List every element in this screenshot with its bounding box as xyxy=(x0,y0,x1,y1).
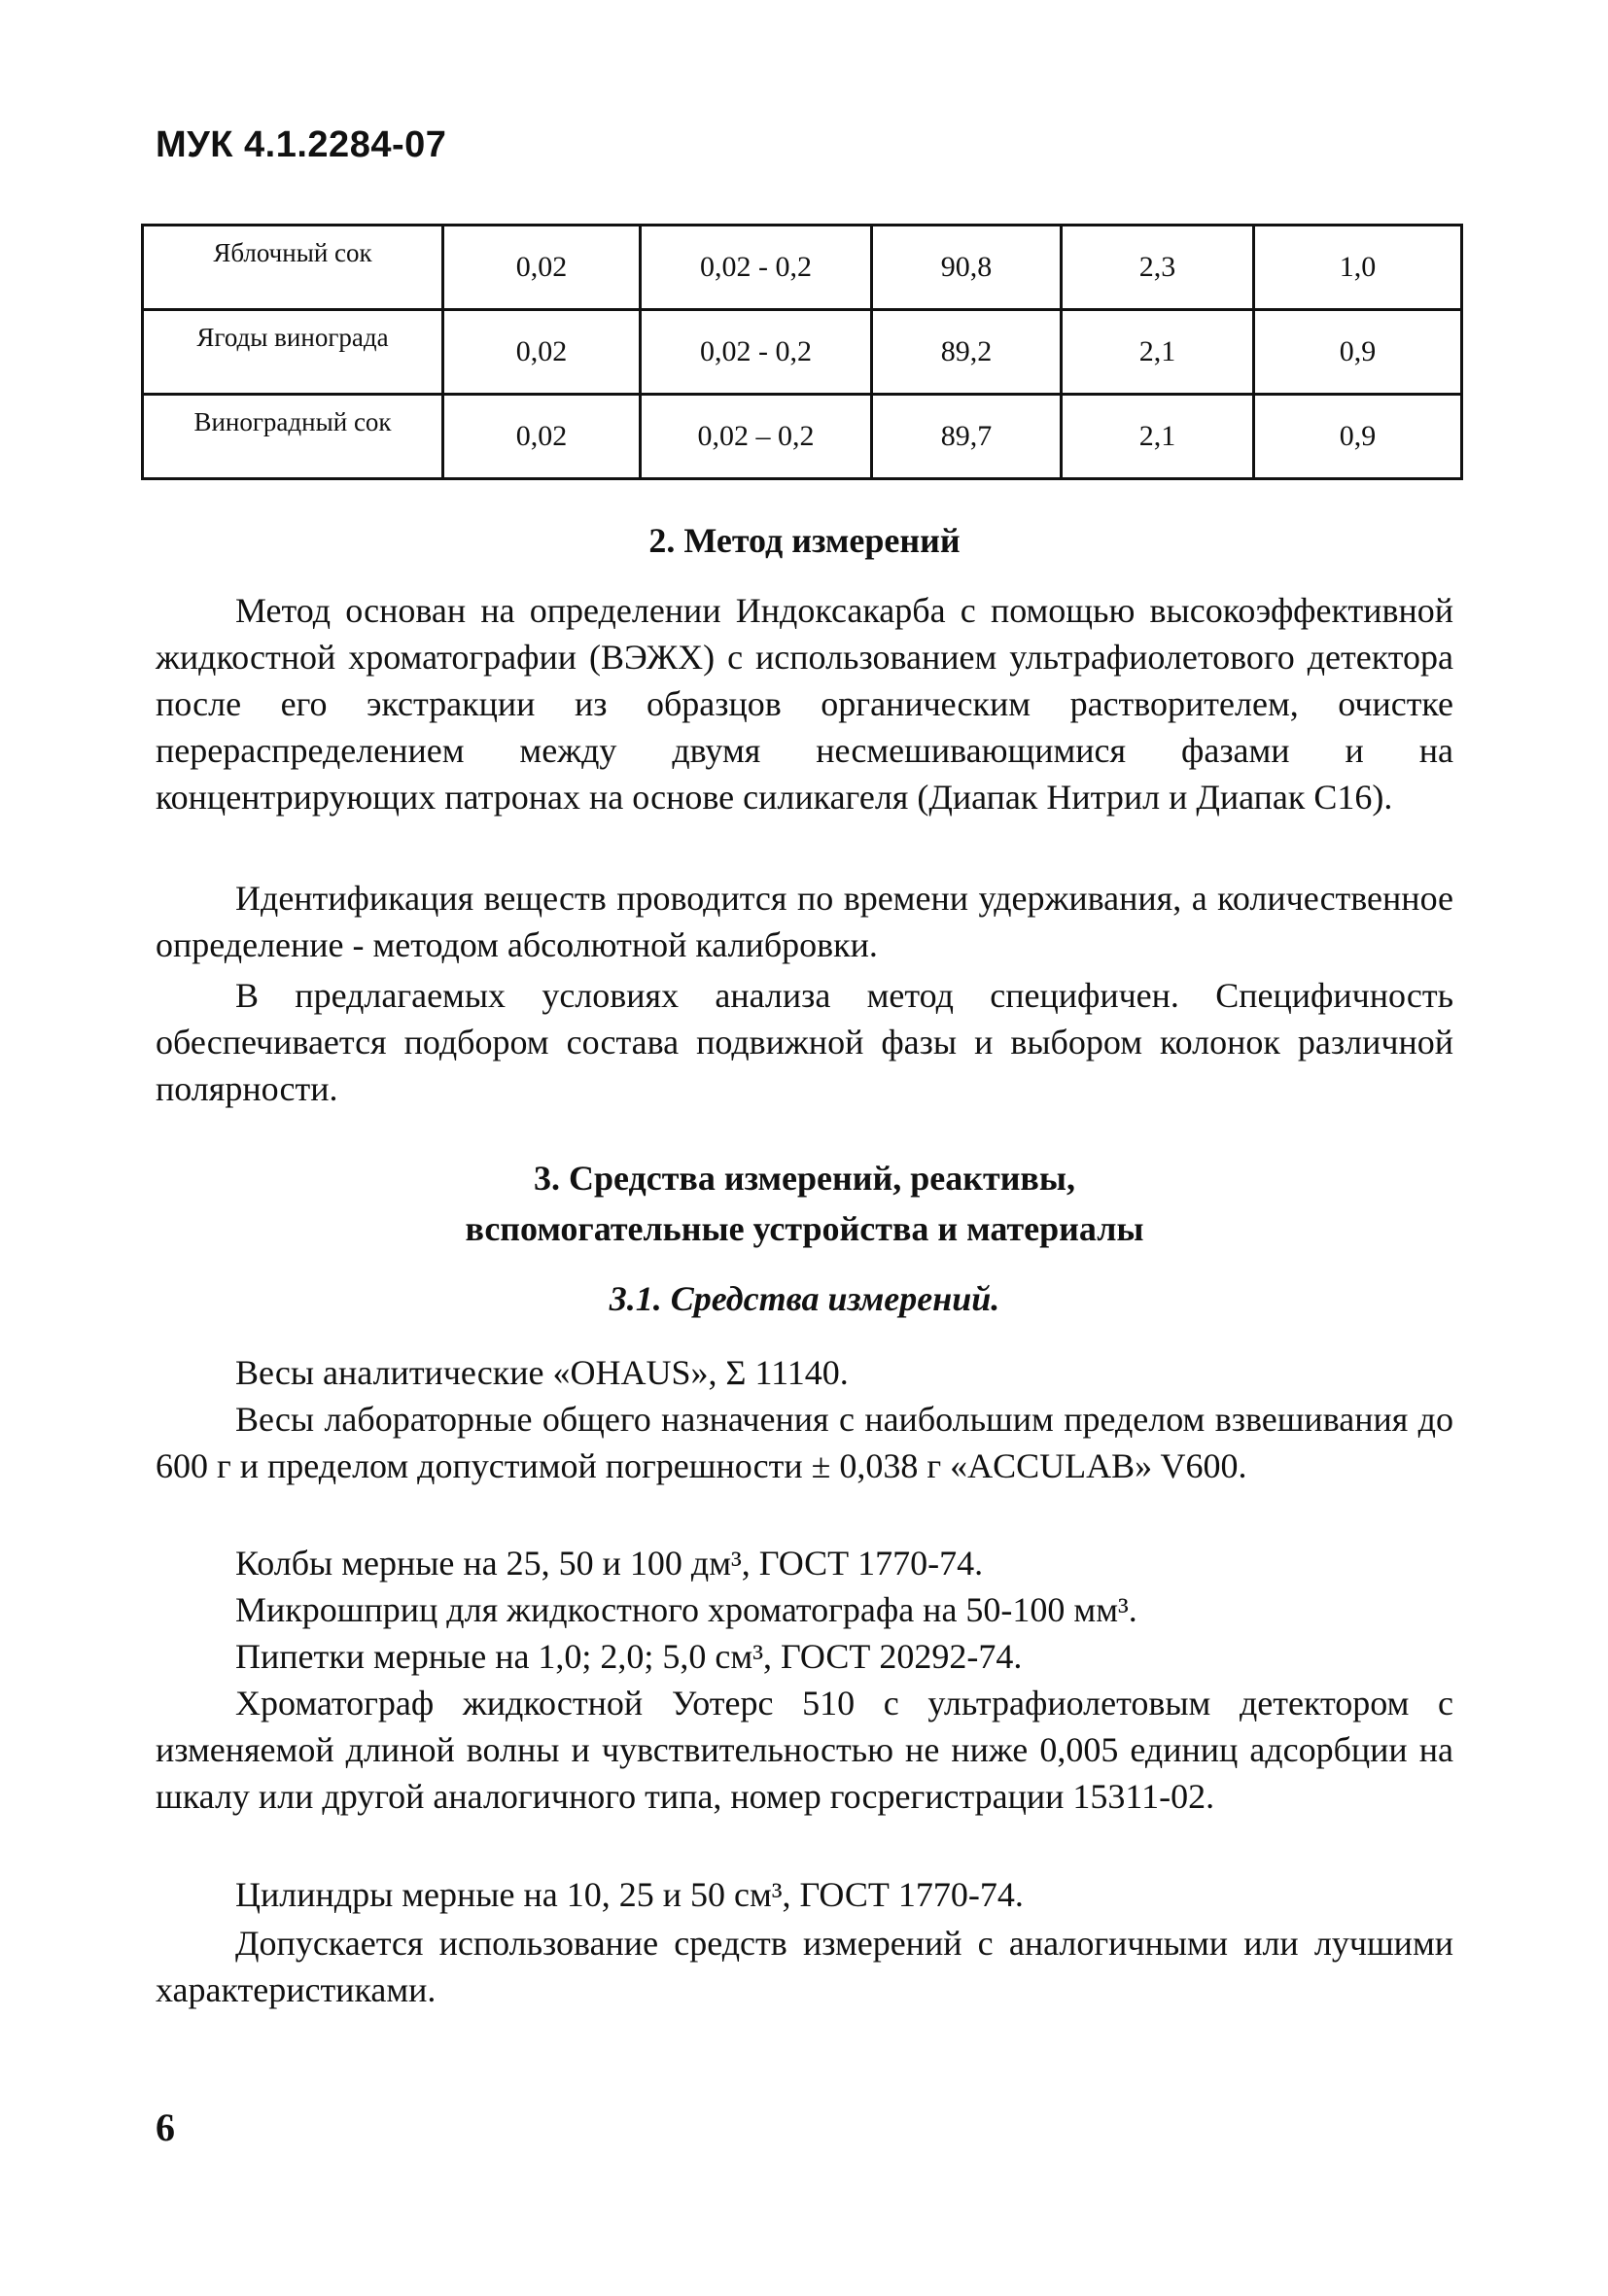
table-cell: 0,9 xyxy=(1254,395,1462,479)
instrument-item-7: Цилиндры мерные на 10, 25 и 50 см³, ГОСТ 1770-74. xyxy=(235,1875,1024,1914)
table-cell: 0,9 xyxy=(1254,310,1462,395)
table-cell: 90,8 xyxy=(872,226,1062,310)
instrument-item-2: Весы лабораторные общего назначения с наибольшим пределом взвешивания до 600 г и пределом допустимой погрешности ± 0,038 г «ACCULAB» V600. xyxy=(156,1400,1453,1485)
subsection-3-1-title: 3.1. Средства измерений. xyxy=(609,1279,1000,1318)
table-cell: 89,7 xyxy=(872,395,1062,479)
table-cell: 1,0 xyxy=(1254,226,1462,310)
instrument-item-5: Пипетки мерные на 1,0; 2,0; 5,0 см³, ГОСТ 20292-74. xyxy=(235,1637,1023,1676)
instrument-item-4: Микрошприц для жидкостного хроматографа на 50-100 мм³. xyxy=(235,1590,1137,1629)
table-cell: 0,02 – 0,2 xyxy=(641,395,872,479)
section-2-title: 2. Метод измерений xyxy=(648,521,961,560)
page-number: 6 xyxy=(156,2105,175,2149)
instrument-item-3: Колбы мерные на 25, 50 и 100 дм³, ГОСТ 1770-74. xyxy=(235,1544,984,1583)
section-3-title-line-2: вспомогательные устройства и материалы xyxy=(465,1209,1144,1248)
document-code: МУК 4.1.2284-07 xyxy=(156,124,447,165)
table-cell: Виноградный сок xyxy=(143,395,443,479)
table-cell: Яблочный сок xyxy=(143,226,443,310)
table-cell: 2,1 xyxy=(1062,310,1254,395)
section-2-paragraph-3: В предлагаемых условиях анализа метод специфичен. Специфичность обеспечивается подбором состава подвижной фазы и выбором колонок различной полярности. xyxy=(156,976,1453,1108)
table-cell: 89,2 xyxy=(872,310,1062,395)
table-cell: 0,02 xyxy=(443,395,641,479)
table-cell: 0,02 xyxy=(443,226,641,310)
table-cell: 0,02 xyxy=(443,310,641,395)
section-2-paragraph-2: Идентификация веществ проводится по времени удерживания, а количественное определение - методом абсолютной калибровки. xyxy=(156,879,1453,964)
section-2-paragraph-1: Метод основан на определении Индоксакарба с помощью высокоэффективной жидкостной хроматографии (ВЭЖХ) с использованием ультрафиолетового детектора после его экстракции из образцов органическим растворителем, очистке перераспределением между двумя несмешивающимися фазами и на концентрирующих патронах на основе силикагеля (Диапак Нитрил и Диапак С16). xyxy=(156,591,1453,817)
table-cell: 2,3 xyxy=(1062,226,1254,310)
table-cell: 0,02 - 0,2 xyxy=(641,310,872,395)
instrument-item-6: Хроматограф жидкостной Уотерс 510 с ультрафиолетовым детектором с изменяемой длиной волны и чувствительностью не ниже 0,005 единиц адсорбции на шкалу или другой аналогичного типа, номер госрегистрации 15311-02. xyxy=(156,1684,1453,1816)
results-table xyxy=(141,224,1463,480)
table-row xyxy=(143,226,1462,310)
table-row xyxy=(143,395,1462,479)
instrument-item-1: Весы аналитические «OHAUS», Σ 11140. xyxy=(235,1353,849,1392)
table-row xyxy=(143,310,1462,395)
instrument-item-8: Допускается использование средств измерений с аналогичными или лучшими характеристиками. xyxy=(156,1924,1453,2009)
table-cell: 0,02 - 0,2 xyxy=(641,226,872,310)
section-3-title-line-1: 3. Средства измерений, реактивы, xyxy=(534,1159,1075,1198)
table-cell: 2,1 xyxy=(1062,395,1254,479)
table-cell: Ягоды винограда xyxy=(143,310,443,395)
